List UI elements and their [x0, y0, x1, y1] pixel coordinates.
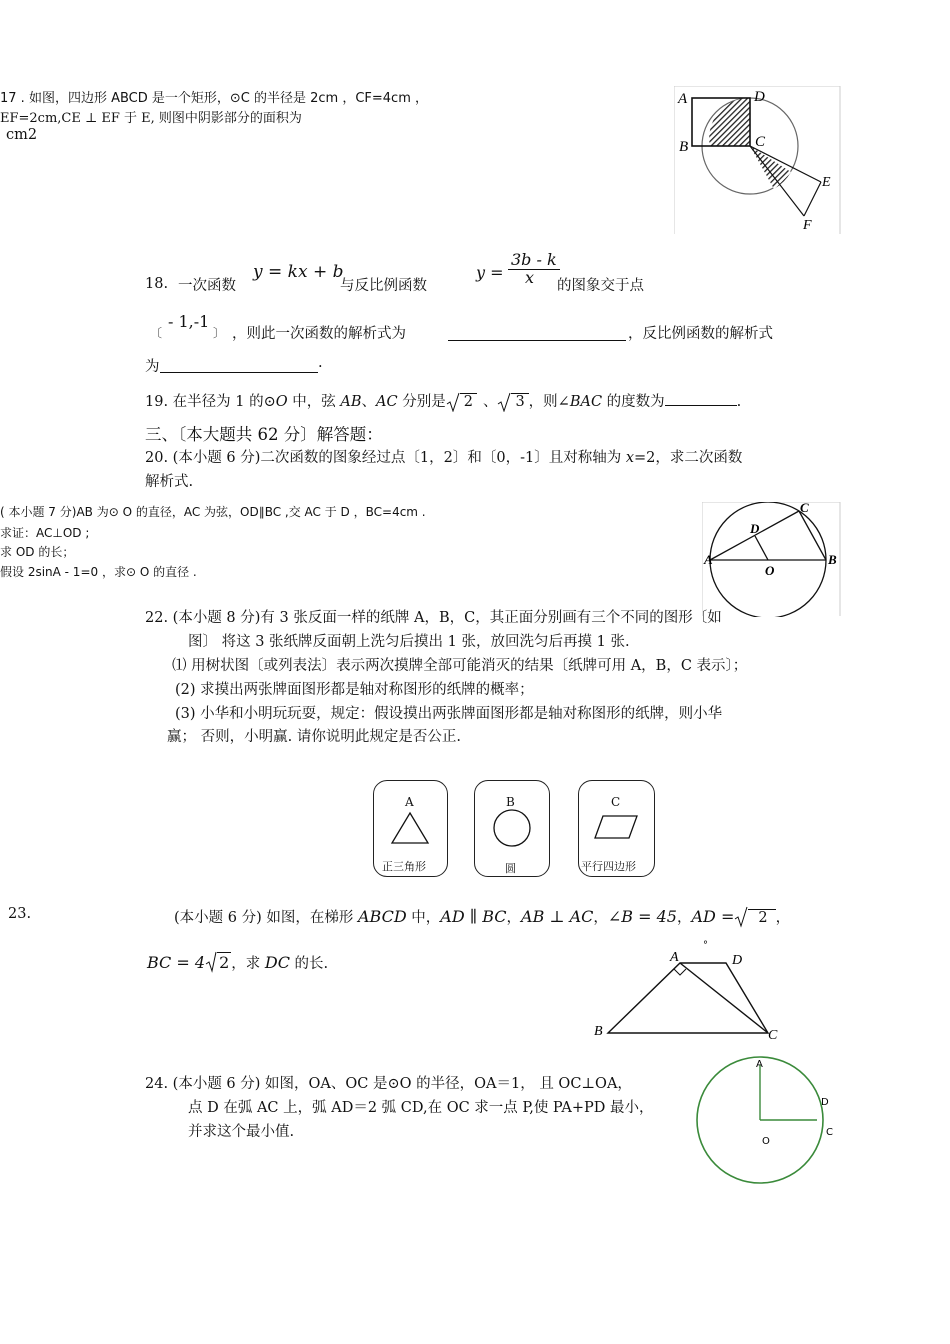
- q23-label-D: D: [732, 953, 743, 968]
- q21-line3: 求 OD 的长；: [0, 545, 75, 559]
- q23-figure: [590, 945, 790, 1045]
- q17-label-E: E: [822, 175, 831, 190]
- q18-paren-close: 〕: [213, 326, 226, 340]
- q23-line1: (本小题 6 分) 如图，在梯形 ABCD 中，AD ∥ BC，AB ⊥ AC，∠B = 45，AD = 2 ，: [174, 907, 791, 926]
- q24-label-A: A: [756, 1059, 763, 1070]
- q21-label-B: B: [828, 552, 837, 567]
- q23-label-C: C: [768, 1028, 778, 1043]
- card-a-caption: 正三角形: [382, 860, 426, 873]
- q18-linear-formula: y = kx + b: [253, 262, 344, 282]
- card-c[interactable]: [578, 780, 655, 877]
- q24-label-D: D: [821, 1097, 829, 1108]
- card-b-caption: 圆: [505, 862, 516, 875]
- q21-label-D: D: [750, 521, 760, 536]
- q18-inverse-lhs: y =: [476, 263, 504, 282]
- q18-paren-open: 〔: [150, 326, 163, 340]
- q21-label-O: O: [765, 563, 775, 578]
- q19-sqrt-sign: [497, 392, 511, 412]
- card-c-letter: C: [611, 795, 621, 809]
- q22-line2: 图〕 将这 3 张纸牌反面朝上洗匀后摸出 1 张，放回洗匀后再摸 1 张.: [188, 634, 630, 650]
- section3-heading: 三、〔本大题共 62 分〕解答题：: [145, 425, 383, 444]
- q20-line1: 20. (本小题 6 分)二次函数的图象经过点〔1，2〕和〔0，-1〕且对称轴为 x=2，求二次函数: [145, 450, 743, 466]
- q21-figure: [702, 502, 842, 617]
- q18-text2: 与反比例函数: [340, 278, 427, 294]
- q23-line2: BC = 4 2 ，求 DC 的长.: [147, 953, 329, 972]
- q17-unit: cm2: [6, 127, 38, 143]
- q23-sqrt-sign: [734, 906, 748, 928]
- q22-line4: (2) 求摸出两张牌面图形都是轴对称图形的纸牌的概率；: [175, 682, 534, 698]
- q24-figure: [690, 1055, 840, 1190]
- q24-line2: 点 D 在弧 AC 上，弧 AD＝2 弧 CD,在 OC 求一点 P,使 PA+PD 最小，: [188, 1100, 654, 1116]
- q17-label-C: C: [755, 134, 766, 150]
- card-c-caption: 平行四边形: [581, 860, 636, 873]
- q18-text7: .: [318, 355, 323, 371]
- q22-line3: ⑴ 用树状图〔或列表法〕表示两次摸牌全部可能消灭的结果〔纸牌可用 A，B，C 表示〕；: [172, 658, 748, 674]
- q19-question: 19. 在半径为 1 的⊙O 中，弦 AB、AC 分别是 2 、 3 ，则∠BAC 的度数为 .: [145, 394, 742, 410]
- q17-line1: 17 . 如图，四边形 ABCD 是一个矩形，⊙C 的半径是 2cm ，CF=4cm ，: [0, 91, 428, 106]
- q18-text6: 为: [145, 359, 160, 375]
- q20-line2: 解析式.: [145, 474, 194, 490]
- q18-num: 18.: [145, 276, 169, 292]
- q17-label-A: A: [678, 91, 688, 107]
- q18-text1: 一次函数: [178, 278, 236, 294]
- q18-text3: 的图象交于点: [557, 278, 644, 294]
- q17-hatch-sector: [750, 146, 791, 189]
- q21-line2: 求证：AC⊥OD ;: [0, 526, 90, 540]
- q21-line4: 假设 2sinA - 1=0 ，求⊙ O 的直径 .: [0, 565, 197, 579]
- q17-label-D: D: [754, 89, 765, 105]
- q18-inverse-denominator: x: [525, 268, 535, 287]
- q22-line5: (3) 小华和小明玩玩耍，规定：假设摸出两张牌面图形都是轴对称图形的纸牌，则小华: [175, 706, 723, 722]
- q23-label-B: B: [594, 1024, 603, 1039]
- q17-figure: [674, 86, 842, 236]
- parallelogram-icon: [593, 814, 639, 840]
- q24-line3: 并求这个最小值.: [188, 1124, 295, 1140]
- q18-text5: ，反比例函数的解析式: [628, 326, 773, 342]
- equilateral-triangle-icon: [390, 811, 430, 845]
- q18-blank-inverse[interactable]: [160, 357, 318, 373]
- q19-sqrt-sign: [446, 392, 460, 412]
- card-b[interactable]: [474, 780, 550, 877]
- q23-label-A: A: [670, 950, 679, 965]
- q24-label-O: O: [762, 1136, 770, 1147]
- q18-blank-linear[interactable]: [448, 325, 626, 341]
- card-a[interactable]: [373, 780, 448, 877]
- q17-hatch-quarter: [709, 98, 750, 146]
- q18-text4: ，则此一次函数的解析式为: [232, 326, 406, 342]
- q22-line6: 赢； 否则，小明赢. 请你说明此规定是否公正.: [167, 729, 461, 745]
- q23-sqrt-sign: [205, 951, 217, 973]
- card-a-letter: A: [405, 795, 414, 809]
- circle-icon: [492, 808, 532, 848]
- q22-line1: 22. (本小题 8 分)有 3 张反面一样的纸牌 A，B，C，其正面分别画有三个不同的图形〔如: [145, 610, 722, 626]
- q18-point: - 1,-1: [168, 312, 210, 331]
- q19-answer-blank[interactable]: [665, 393, 737, 406]
- q21-label-A: A: [704, 552, 713, 567]
- q24-line1: 24. (本小题 6 分) 如图，OA、OC 是⊙O 的半径，OA＝1， 且 OC⊥OA，: [145, 1076, 632, 1092]
- q23-num: 23.: [8, 906, 32, 922]
- q21-label-C: C: [800, 502, 809, 515]
- q23-degree-mark: °: [703, 940, 708, 951]
- q18-inverse-numerator: 3b - k: [508, 250, 560, 270]
- q24-label-C: C: [826, 1127, 833, 1138]
- card-b-letter: B: [506, 795, 515, 809]
- q17-label-B: B: [679, 139, 689, 155]
- q21-line1: ( 本小题 7 分)AB 为⊙ O 的直径，AC 为弦，OD∥BC ,交 AC 于 D ，BC=4cm .: [0, 505, 426, 519]
- q17-label-F: F: [803, 218, 812, 233]
- q17-line2: EF=2cm,CE ⊥ EF 于 E, 则图中阴影部分的面积为: [0, 111, 302, 126]
